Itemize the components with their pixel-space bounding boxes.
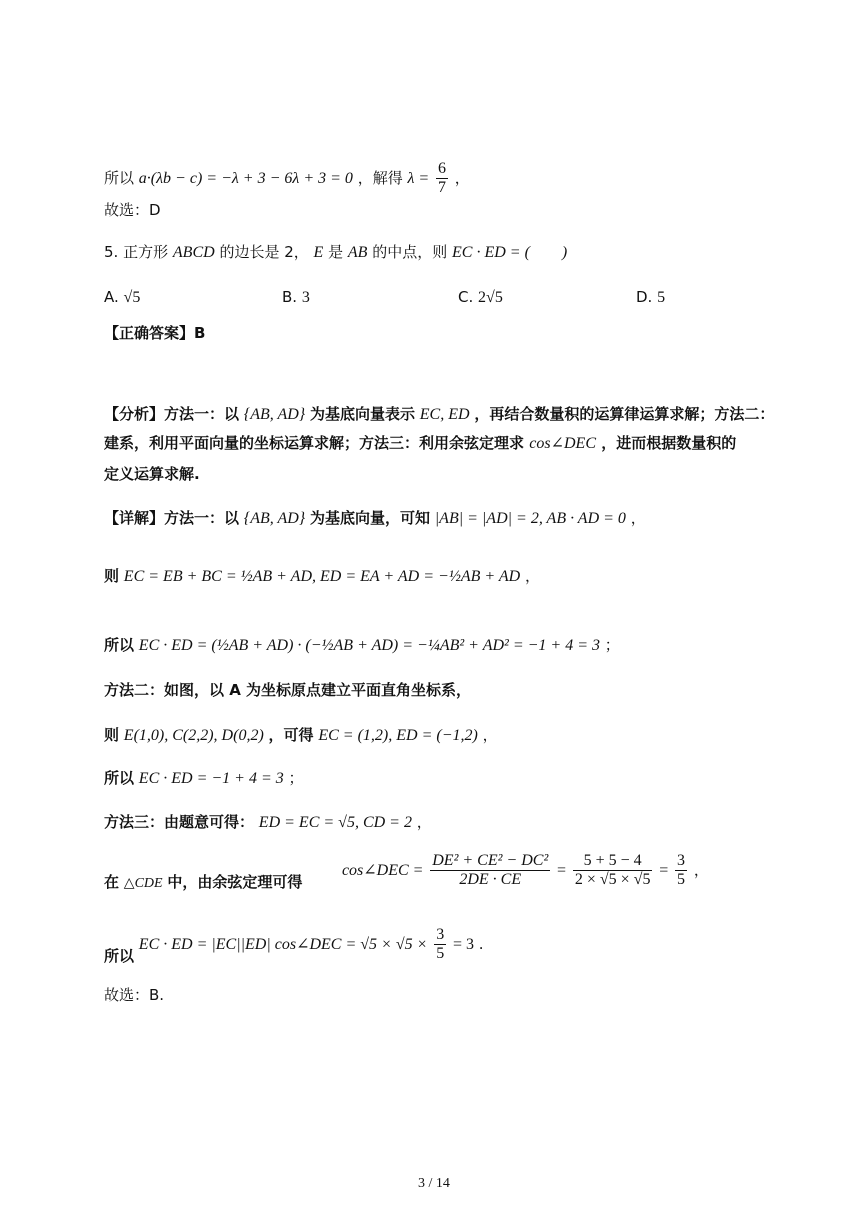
- method3-line-1: 方法三：由题意可得： ED = EC = √5, CD = 2 ，: [104, 813, 432, 831]
- method2-line-2: 则 E(1,0), C(2,2), D(0,2) ，可得 EC = (1,2), ED = (−1,2) ，: [104, 726, 498, 744]
- fraction-six-sevenths: $\frac{6}{7}$: [438, 160, 447, 196]
- result-fraction: $\frac{3}{5}$: [677, 852, 686, 888]
- question-5: 5. 正方形 ABCD 的边长是 2， E 是 AB 的中点，则 EC · ED = ( ): [104, 243, 568, 261]
- option-b[interactable]: B. 3: [282, 288, 310, 306]
- analysis-line-2: 建系，利用平面向量的坐标运算求解；方法三：利用余弦定理求 cos∠DEC ，进而根据数量积的: [104, 434, 737, 452]
- analysis-line-1: 【分析】方法一：以 {AB, AD} 为基底向量表示 EC, ED ，再结合数量积的运算律运算求解；方法二：: [104, 405, 775, 423]
- three-fifths-fraction: $\frac{3}{5}$: [436, 926, 445, 962]
- method3-cosine-line: 在 △CDE 中，由余弦定理可得 cos∠DEC = $\frac{\text{DE² + CE² − DC²}}{2DE \cdot CE}$ = $\frac{5 + 5 - 4}{2 \times √5 \times √5}$ = $\frac{3}{5}$ ，: [104, 852, 709, 891]
- page-number: 3 / 14: [418, 1176, 450, 1191]
- analysis-line-3: 定义运算求解.: [104, 465, 200, 483]
- lambda-equation: a·(λb − c) = −λ + 3 − 6λ + 3 = 0: [138, 170, 353, 187]
- final-answer: 故选：B.: [104, 986, 165, 1004]
- option-c[interactable]: C. 2√5: [458, 288, 503, 306]
- correct-answer: 【正确答案】B: [104, 324, 206, 342]
- option-d[interactable]: D. 5: [636, 288, 666, 306]
- numeric-fraction: $\frac{5 + 5 - 4}{2 \times √5 \times √5}$: [574, 852, 651, 888]
- question-expression: EC · ED = ( ): [452, 244, 568, 261]
- detail-line-3: 所以 EC · ED = (½AB + AD) · (−½AB + AD) = −¼AB² + AD² = −1 + 4 = 3 ；: [104, 636, 620, 654]
- method2-line-1: 方法二：如图，以 A 为坐标原点建立平面直角坐标系，: [104, 681, 472, 699]
- cosine-law-fraction: $\frac{\text{DE² + CE² − DC²}}{2DE \cdot CE}$: [432, 852, 549, 888]
- method3-dot-line: 所以 EC · ED = |EC||ED| cos∠DEC = √5 × √5 × $\frac{3}{5}$ = 3 .: [104, 926, 484, 965]
- method2-line-3: 所以 EC · ED = −1 + 4 = 3 ；: [104, 769, 304, 787]
- detail-line-2: 则 EC = EB + BC = ½AB + AD, ED = EA + AD = −½AB + AD ，: [104, 567, 540, 585]
- option-a[interactable]: A. √5: [104, 288, 141, 306]
- previous-answer: 故选：D: [104, 201, 161, 219]
- detail-line-1: 【详解】方法一：以 {AB, AD} 为基底向量，可知 |AB| = |AD| = 2, AB · AD = 0 ，: [104, 509, 646, 527]
- line-lambda-solve: 所以 a·(λb − c) = −λ + 3 − 6λ + 3 = 0 ，解得 λ = $\frac{6}{7}$ ，: [104, 160, 470, 196]
